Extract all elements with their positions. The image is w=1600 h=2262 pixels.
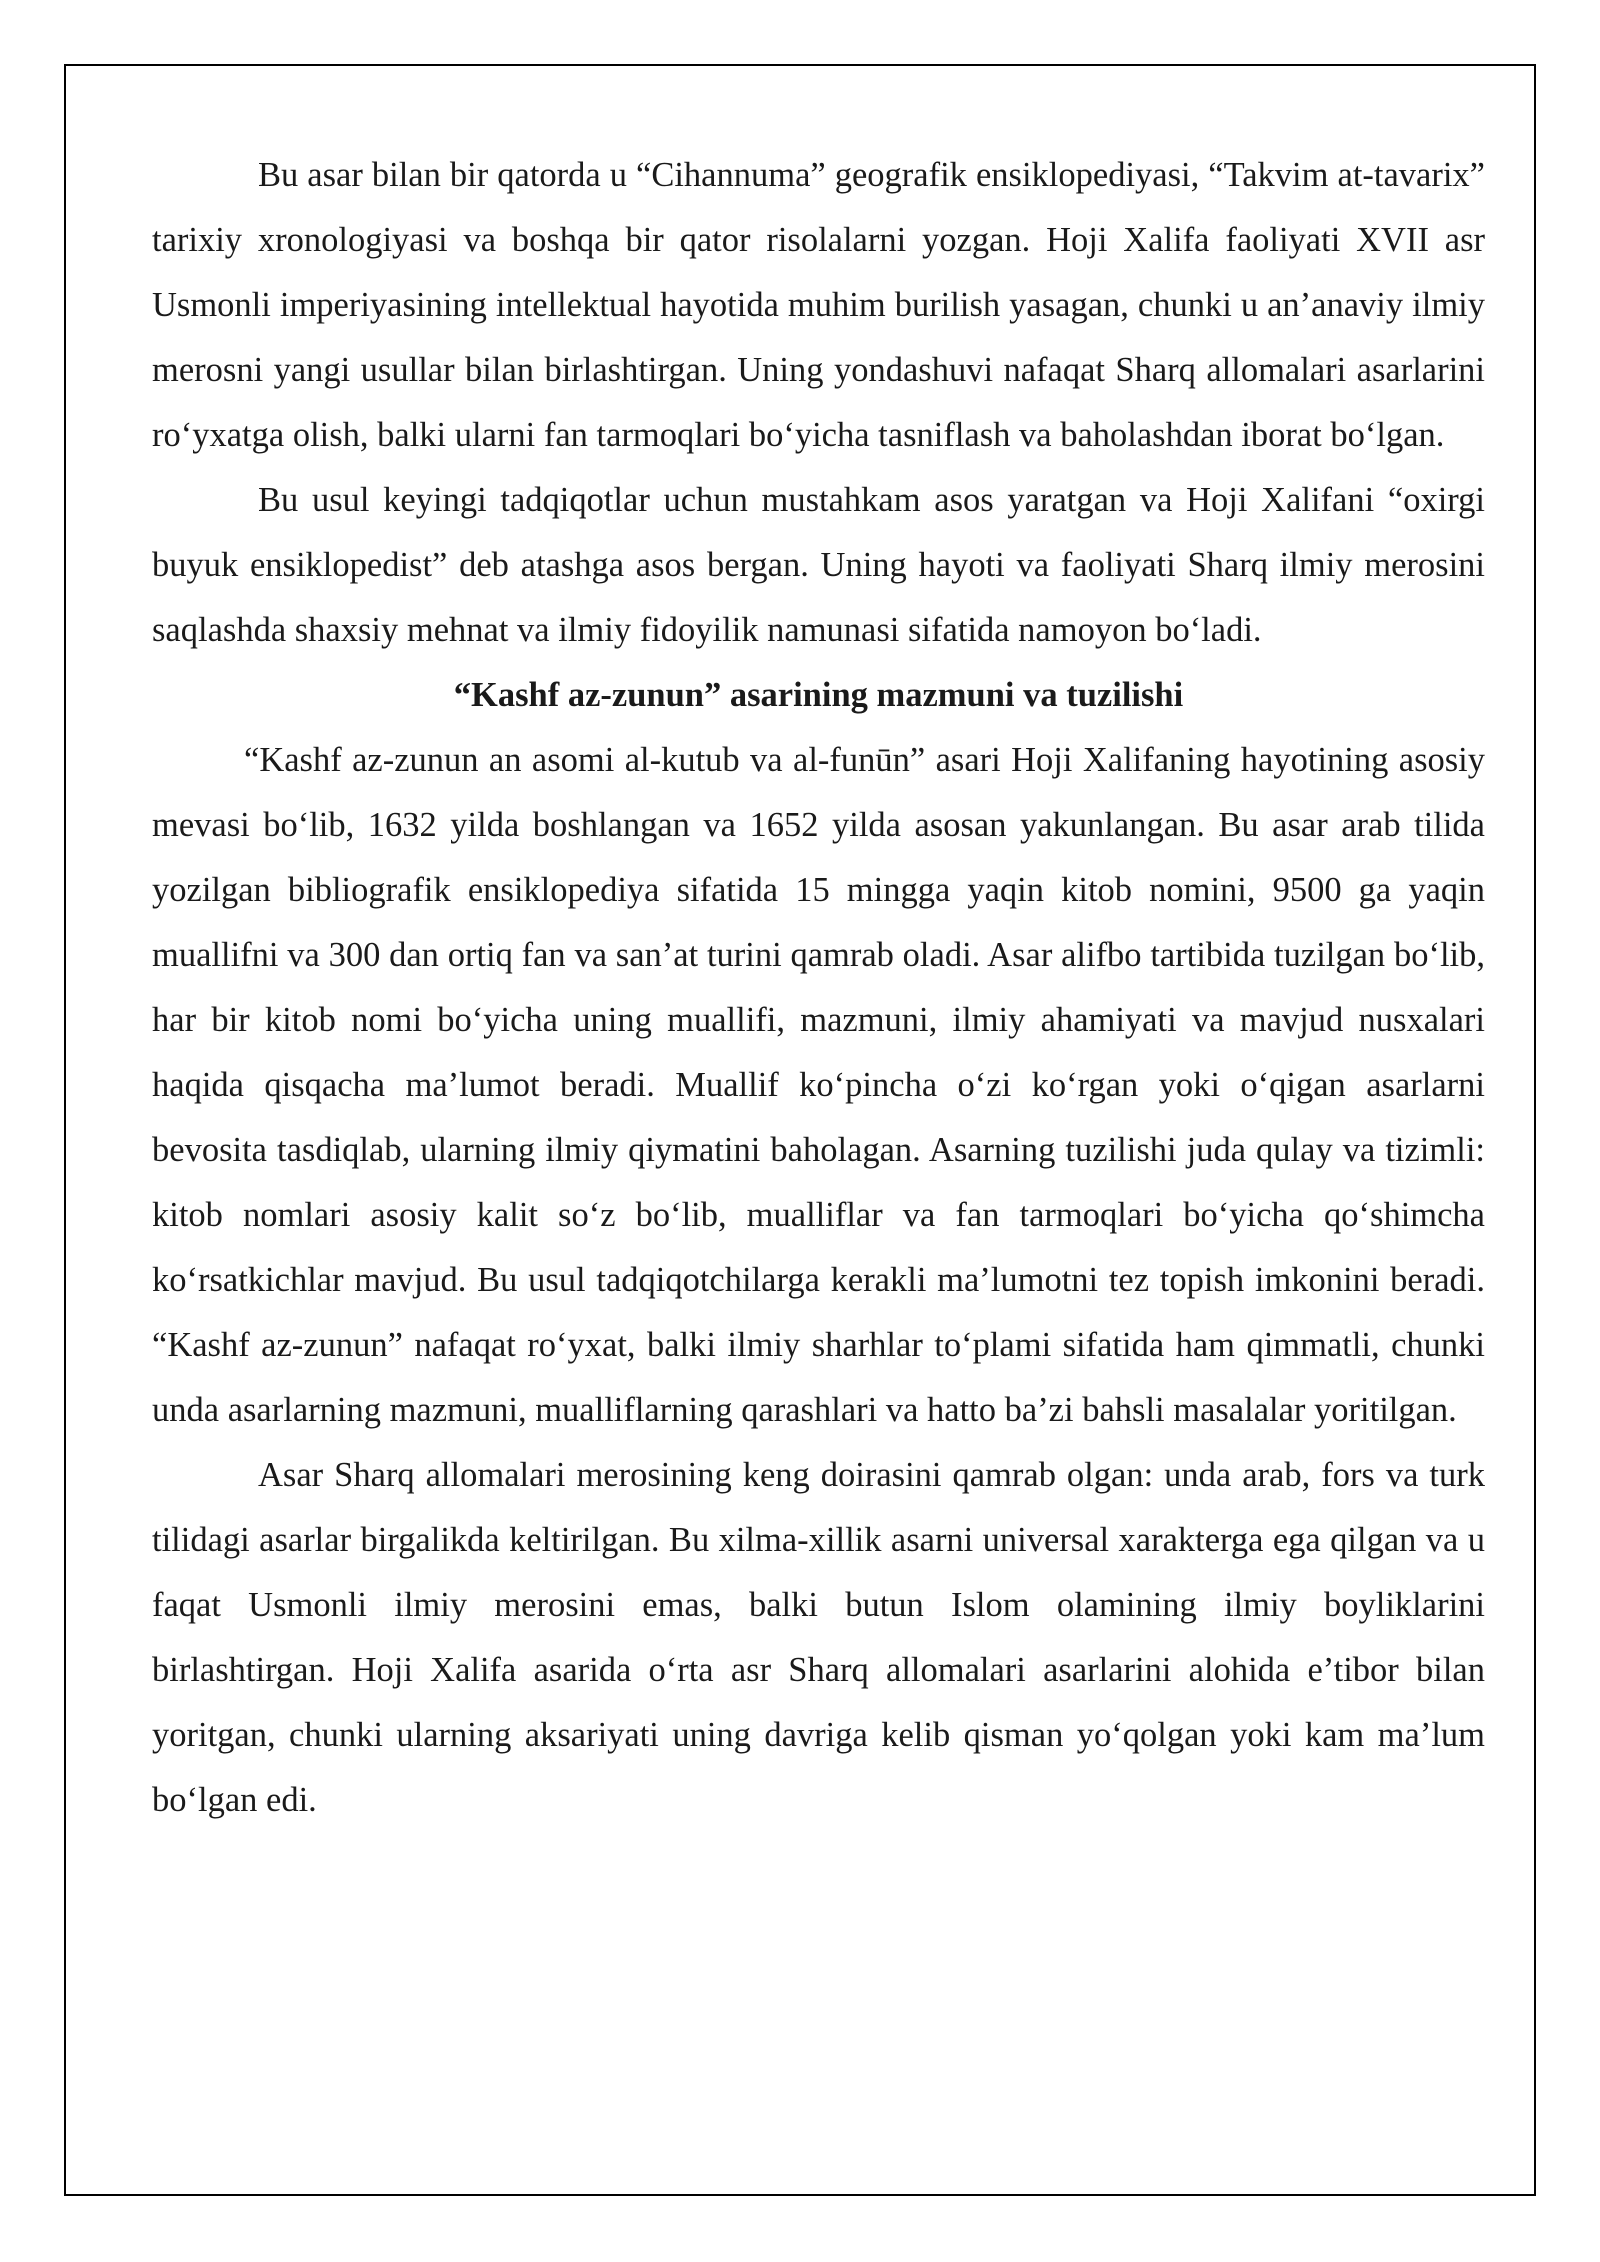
paragraph-3: “Kashf az-zunun an asomi al-kutub va al-funūn” asari Hoji Xalifaning hayotining asosiy mevasi bo‘lib, 1632 yilda boshlangan va 1652 yilda asosan yakunlangan. Bu asar arab tilida yozilgan bibliografik ensiklopediya sifatida 15 mingga yaqin kitob nomini, 9500 ga yaqin muallifni va 300 dan ortiq fan va san’at turini qamrab oladi. Asar alifbo tartibida tuzilgan bo‘lib, har bir kitob nomi bo‘yicha uning muallifi, mazmuni, ilmiy ahamiyati va mavjud nusxalari haqida qisqacha ma’lumot beradi. Muallif ko‘pincha o‘zi ko‘rgan yoki o‘qigan asarlarni bevosita tasdiqlab, ularning ilmiy qiymatini baholagan. Asarning tuzilishi juda qulay va tizimli: kitob nomlari asosiy kalit so‘z bo‘lib, mualliflar va fan tarmoqlari bo‘yicha qo‘shimcha ko‘rsatkichlar mavjud. Bu usul tadqiqotchilarga kerakli ma’lumotni tez topish imkonini beradi. “Kashf az-zunun” nafaqat ro‘yxat, balki ilmiy sharhlar to‘plami sifatida ham qimmatli, chunki unda asarlarning mazmuni, mualliflarning qarashlari va hatto ba’zi bahsli masalalar yoritilgan.	[152, 741, 1485, 1429]
paragraph-2: Bu usul keyingi tadqiqotlar uchun mustahkam asos yaratgan va Hoji Xalifani “oxirgi buyuk ensiklopedist” deb atashga asos bergan. Uning hayoti va faoliyati Sharq ilmiy merosini saqlashda shaxsiy mehnat va ilmiy fidoyilik namunasi sifatida namoyon bo‘ladi.	[152, 481, 1485, 649]
paragraph-1: Bu asar bilan bir qatorda u “Cihannuma” geografik ensiklopediyasi, “Takvim at-tavarix” tarixiy xronologiyasi va boshqa bir qator risolalarni yozgan. Hoji Xalifa faoliyati XVII asr Usmonli imperiyasining intellektual hayotida muhim burilish yasagan, chunki u an’anaviy ilmiy merosni yangi usullar bilan birlashtirgan. Uning yondashuvi nafaqat Sharq allomalari asarlarini ro‘yxatga olish, balki ularni fan tarmoqlari bo‘yicha tasniflash va baholashdan iborat bo‘lgan.	[152, 156, 1485, 454]
section-heading: “Kashf az-zunun” asarining mazmuni va tuzilishi	[453, 676, 1184, 714]
document-body	[152, 143, 1485, 1833]
paragraph-4: Asar Sharq allomalari merosining keng doirasini qamrab olgan: unda arab, fors va turk tilidagi asarlar birgalikda keltirilgan. Bu xilma-xillik asarni universal xarakterga ega qilgan va u faqat Usmonli ilmiy merosini emas, balki butun Islom olamining ilmiy boyliklarini birlashtirgan. Hoji Xalifa asarida o‘rta asr Sharq allomalari asarlarini alohida e’tibor bilan yoritgan, chunki ularning aksariyati uning davriga kelib qisman yo‘qolgan yoki kam ma’lum bo‘lgan edi.	[152, 1456, 1485, 1819]
